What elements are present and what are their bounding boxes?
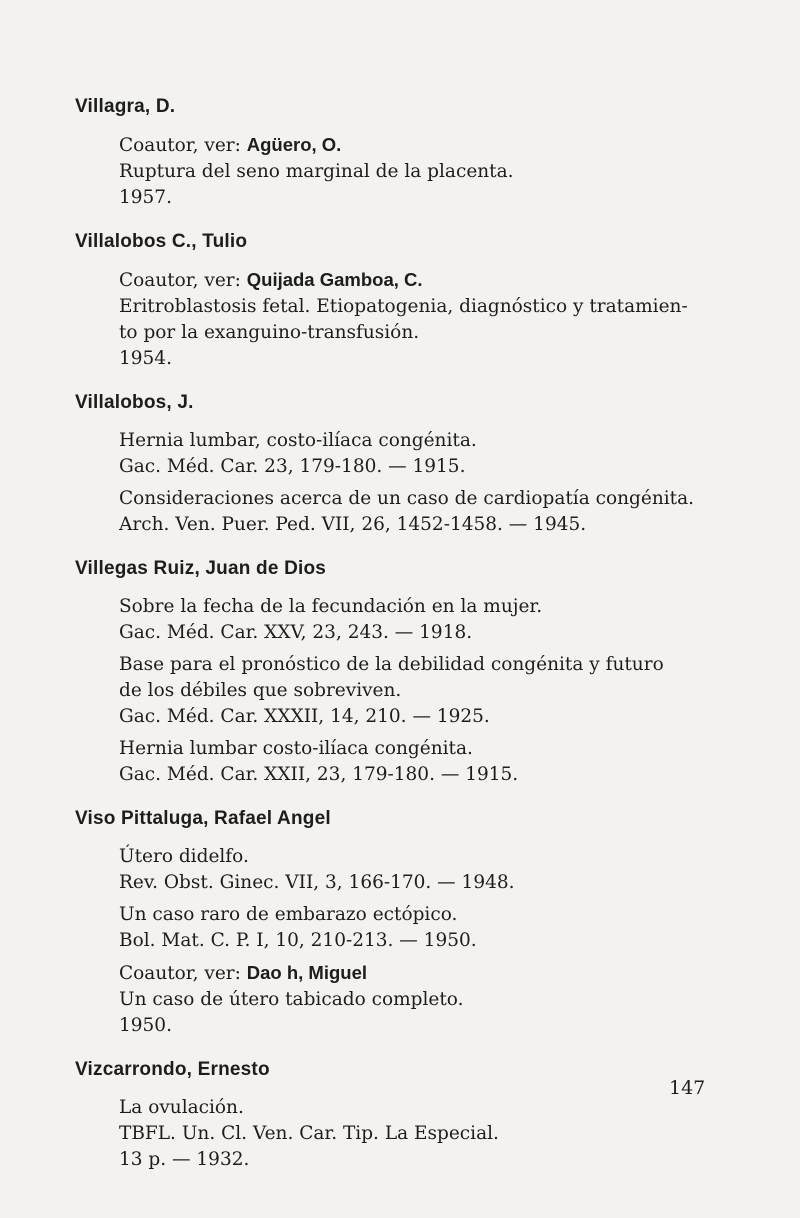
bibliography-entry [75, 807, 735, 1039]
reference-line: 1954. [119, 348, 172, 369]
reference-line: La ovulación. [119, 1097, 244, 1118]
reference-block [119, 1095, 735, 1173]
reference-block [119, 960, 735, 1039]
bibliography-entry [75, 95, 735, 211]
reference-block [119, 267, 735, 372]
reference-line: Un caso de útero tabicado completo. [119, 989, 464, 1010]
reference-line: Hernia lumbar, costo-ilíaca congénita. [119, 430, 477, 451]
reference-line: Arch. Ven. Puer. Ped. VII, 26, 1452-1458. — 1945. [119, 514, 587, 535]
reference-block [119, 132, 735, 211]
reference-line: Ruptura del seno marginal de la placenta. [119, 161, 514, 182]
entry-references [119, 844, 735, 1039]
reference-block [119, 486, 735, 538]
reference-line: Consideraciones acerca de un caso de cardiopatía congénita. [119, 488, 694, 509]
reference-line: TBFL. Un. Cl. Ven. Car. Tip. La Especial. [119, 1123, 499, 1144]
bibliography-entry [75, 557, 735, 788]
reference-line: 1957. [119, 187, 172, 208]
bibliography-entry [75, 230, 735, 372]
reference-line: Gac. Méd. Car. 23, 179-180. — 1915. [119, 456, 466, 477]
author-heading: Villalobos, J. [75, 392, 194, 413]
reference-line: Rev. Obst. Ginec. VII, 3, 166-170. — 1948. [119, 872, 515, 893]
coauthor-reference-line [119, 132, 735, 159]
author-heading: Villalobos C., Tulio [75, 231, 248, 252]
entry-references [119, 594, 735, 788]
coauthor-name: Dao h, Miguel [246, 962, 367, 983]
entry-references [119, 132, 735, 211]
reference-block [119, 844, 735, 896]
reference-line: Gac. Méd. Car. XXII, 23, 179-180. — 1915. [119, 764, 519, 785]
coauthor-label: Coautor, ver: [119, 963, 247, 984]
reference-line: to por la exanguino-transfusión. [119, 322, 420, 343]
author-heading: Villegas Ruiz, Juan de Dios [75, 558, 327, 579]
entry-references [119, 428, 735, 538]
reference-block [119, 652, 735, 730]
reference-line: Sobre la fecha de la fecundación en la mujer. [119, 596, 543, 617]
reference-block [119, 594, 735, 646]
reference-line: Hernia lumbar costo-ilíaca congénita. [119, 738, 473, 759]
reference-line: 1950. [119, 1015, 172, 1036]
bibliography-entry [75, 391, 735, 538]
coauthor-label: Coautor, ver: [119, 135, 247, 156]
coauthor-name: Agüero, O. [246, 134, 342, 155]
reference-line: Gac. Méd. Car. XXV, 23, 243. — 1918. [119, 622, 473, 643]
reference-line: Eritroblastosis fetal. Etiopatogenia, diagnóstico y tratamien- [119, 296, 688, 317]
entry-references [119, 1095, 735, 1173]
reference-line: Útero didelfo. [119, 846, 249, 867]
reference-line: de los débiles que sobreviven. [119, 680, 402, 701]
reference-line: Base para el pronóstico de la debilidad congénita y futuro [119, 654, 664, 675]
reference-line: Un caso raro de embarazo ectópico. [119, 904, 458, 925]
bibliography-page [75, 95, 735, 1192]
entry-references [119, 267, 735, 372]
author-heading: Villagra, D. [75, 96, 176, 117]
reference-block [119, 428, 735, 480]
author-heading: Viso Pittaluga, Rafael Angel [75, 808, 331, 829]
reference-line: Gac. Méd. Car. XXXII, 14, 210. — 1925. [119, 706, 490, 727]
bibliography-entry [75, 1058, 735, 1173]
coauthor-label: Coautor, ver: [119, 270, 247, 291]
author-heading: Vizcarrondo, Ernesto [75, 1059, 270, 1080]
reference-block [119, 736, 735, 788]
reference-line: 13 p. — 1932. [119, 1149, 250, 1170]
coauthor-reference-line [119, 267, 735, 294]
page-number: 147 [669, 1077, 706, 1099]
coauthor-name: Quijada Gamboa, C. [246, 269, 423, 290]
reference-block [119, 902, 735, 954]
coauthor-reference-line [119, 960, 735, 987]
reference-line: Bol. Mat. C. P. I, 10, 210-213. — 1950. [119, 930, 477, 951]
